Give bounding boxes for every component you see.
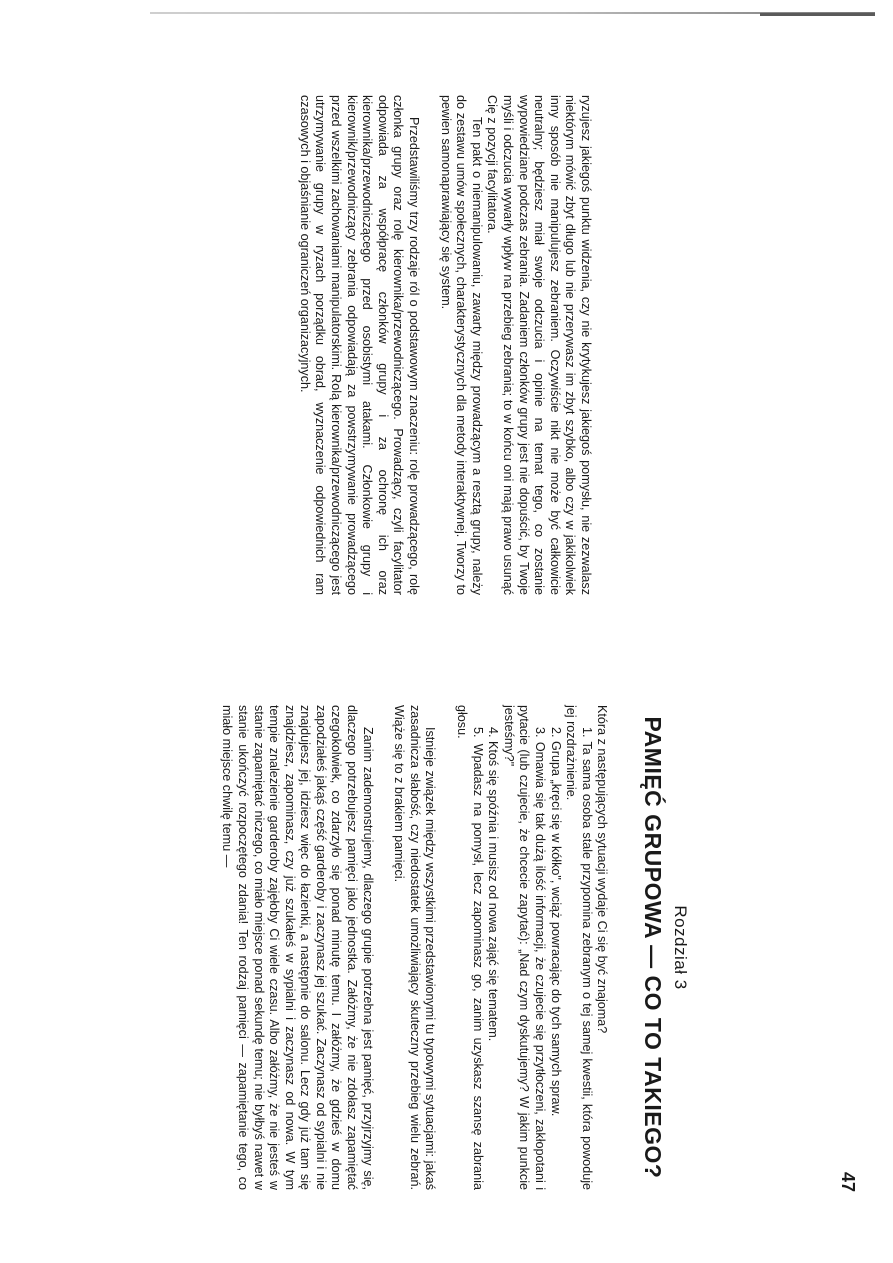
page-number: 47 [838, 1172, 858, 1193]
right-paragraph-2: Zanim zademonstrujemy, dlaczego grupie potrzebna jest pamięć, przyjrzyjmy się, dlaczego potrzebujesz pamięci jako jednostka. Załóżmy, że nie zdołasz zapamiętać czegokolwiek, co zdarzyło się ponad minutę temu. I załóżmy, że gdzieś w domu zapodziałeś jakąś część garderoby i zaczynasz jej szukać. Zaczynasz od sypialni i nie znajdujesz jej, idziesz więc do łazienki, a następnie do salonu. Lecz gdy już tam się znajdziesz, zapominasz, czy już szukałeś w sypialni i zaczynasz od nowa. W tym tempie znalezienie garderoby zajęłoby Ci wiele czasu. Albo załóżmy, że nie jesteś w stanie zapamiętać niczego, co miało miejsce ponad sekundę temu; nie byłbyś nawet w stanie ukończyć rozpoczętego zdania! Ten rodzaj pamięci — zapamiętanie tego, co miało miejsce chwilę temu — [220, 705, 375, 1190]
intro-sentence: Która z następujących sytuacji wydaje Ci się być znajoma? [595, 705, 610, 1034]
list-item-5: 5. Wpadasz na pomysł, lecz zapominasz go, zanim uzyskasz szansę zabrania głosu. [455, 705, 485, 1190]
left-paragraph-2: Ten pakt o niemanipulowaniu, zawarty między prowadzącym a resztą grupy, należy do zestawu umów społecznych, charakterystycznych dla metody interaktywnej. Tworzy to pewien samonaprawiający się system. [438, 95, 484, 595]
left-paragraph-3: Przedstawiliśmy trzy rodzaje ról o podstawowym znaczeniu: rolę prowadzącego, rolę członka grupy oraz rolę kierownika/przewodniczącego. Prowadzący, czyli facylitator odpowiada za współpracę członków grupy i za ochronę ich oraz kierownika/przewodniczącego przed osobistymi atakami. Członkowie grupy i kierownik/przewodniczący zebrania odpowiadają za powstrzymywanie prowadzącego przed wszelkimi zachowaniami manipulatorskimi. Rolą kierownika/przewodniczącego jest utrzymywanie grupy w ryzach porządku obrad, wyznaczenie odpowiednich ram czasowych i objaśnianie ograniczeń organizacyjnych. [297, 95, 422, 595]
right-text-column [219, 705, 688, 1190]
chapter-label: Rozdział 3 [671, 905, 690, 990]
left-text-column [296, 95, 593, 595]
left-paragraph-1: ryzujesz jakiegoś punktu widzenia, czy nie krytykujesz jakiegoś pomysłu, nie zezwalasz niektórym mówić zbyt długo lub nie przerywasz im zbyt szybko, albo czy w jakikolwiek inny sposób nie manipulujesz zebraniem. Oczywiście nikt nie może być całkowicie neutralny; będziesz miał swoje odczucia i opinie na temat tego, co zostanie wypowiedziane podczas zebrania. Zadaniem członków grupy jest nie dopuścić, by Twoje myśli i odczucia wywarły wpływ na przebieg zebrania; to w końcu oni mają prawo usunąć Cię z pozycji facylitatora. [485, 95, 593, 595]
list-item-1: 1. Ta sama osoba stale przypomina zebranym o tej samej kwestii, która powoduje jej rozdrażnienie. [564, 705, 594, 1190]
list-item-3: 3. Omawia się tak dużą ilość informacji, że czujecie się przytłoczeni, zakłopotani i pytacie (lub czujecie, że chcecie zapytać): „Nad czym dyskutujemy? W jakim punkcie jesteśmy?" [501, 705, 548, 1190]
right-paragraph-1: Istnieje związek między wszystkimi przedstawionymi tu typowymi sytuacjami: jakaś zasadnicza słabość, czy niedostatek umożliwiający skuteczny przebieg wielu zebrań. Wiąże się to z brakiem pamięci. [392, 705, 438, 1190]
chapter-title: PAMIĘĆ GRUPOWA — CO TO TAKIEGO? [640, 716, 667, 1179]
list-item-4: 4. Ktoś się spóźnia i musisz od nowa zająć się tematem. [486, 727, 501, 1042]
list-item-2: 2. Grupa „kręci się w kółko", wciąż powracając do tych samych spraw. [548, 727, 563, 1117]
